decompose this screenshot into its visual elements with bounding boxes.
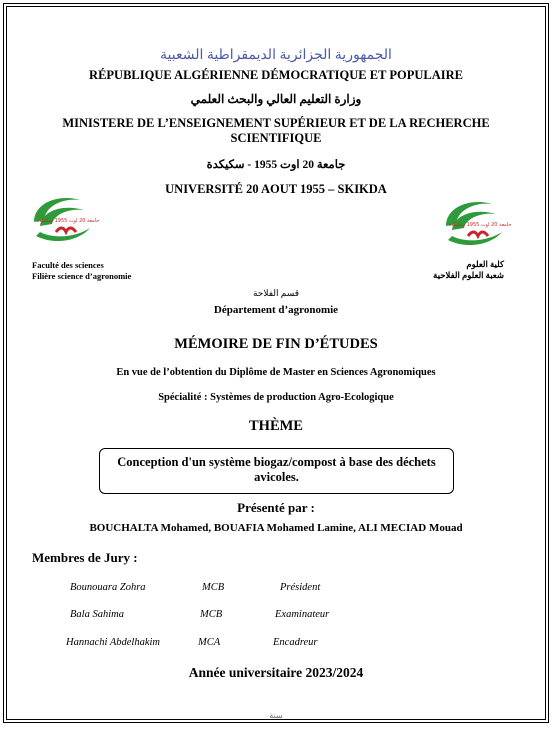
department: Département d’agronomie <box>213 304 339 316</box>
field-name-ar: شعبة العلوم الفلاحية <box>433 270 504 280</box>
jury-member-grade: MCB <box>202 582 225 593</box>
jury-member-role: Encadreur <box>273 637 318 648</box>
logo-text: جامعة 20 اوت 1955 سكيكدة <box>36 218 100 224</box>
university-logo-icon <box>26 192 98 248</box>
jury-member-name: Bala Sahima <box>70 609 124 620</box>
jury-heading: Membres de Jury : <box>32 550 138 565</box>
arabic-department: قسم الفلاحة <box>252 288 300 298</box>
university-logo-right <box>438 196 510 252</box>
jury-member-role: Président <box>280 582 321 593</box>
faculty-name-fr: Faculté des sciences <box>32 260 104 270</box>
university-logo-icon <box>438 196 510 252</box>
cover-page <box>3 3 549 723</box>
theme-title: Conception d'un système biogaz/compost à base des déchets avicoles. <box>117 455 436 484</box>
university-logo-left <box>26 192 98 248</box>
authors: BOUCHALTA Mohamed, BOUAFIA Mohamed Lamine, ALI MECIAD Mouad <box>89 522 463 534</box>
jury-member-grade: MCA <box>198 637 221 648</box>
academic-year: Année universitaire 2023/2024 <box>188 665 364 680</box>
university-title: UNIVERSITÉ 20 AOUT 1955 – SKIKDA <box>165 182 387 196</box>
faculty-left <box>32 260 131 282</box>
faculty-right <box>433 259 504 281</box>
jury-member-name: Bounouara Zohra <box>70 582 146 593</box>
theme-title-box <box>99 448 454 494</box>
jury-member-role: Examinateur <box>275 609 330 620</box>
speciality: Spécialité : Systèmes de production Agro-Ecologique <box>158 392 394 403</box>
theme-heading: THÈME <box>249 418 303 434</box>
faculty-name-ar: كلية العلوم <box>466 259 504 269</box>
footer-arabic: سنة <box>269 711 283 720</box>
memoire-title: MÉMOIRE DE FIN D’ÉTUDES <box>174 336 378 352</box>
logo-text: جامعة 20 اوت 1955 سكيكدة <box>448 222 512 228</box>
jury-member-grade: MCB <box>200 609 223 620</box>
arabic-republic-title: الجمهورية الجزائرية الديمقراطية الشعبية <box>160 48 392 63</box>
presented-heading: Présenté par : <box>237 500 315 515</box>
arabic-ministry-title: وزارة التعليم العالي والبحث العلمي <box>190 92 362 106</box>
jury-member-name: Hannachi Abdelhakim <box>66 637 160 648</box>
field-name-fr: Filière science d’agronomie <box>32 271 132 281</box>
republic-title: RÉPUBLIQUE ALGÉRIENNE DÉMOCRATIQUE ET POPULAIRE <box>89 68 463 82</box>
ministry-title: MINISTERE DE L’ENSEIGNEMENT SUPÉRIEUR ET DE LA RECHERCHE SCIENTIFIQUE <box>62 116 490 145</box>
arabic-university-title: جامعة 20 اوت 1955 - سكيكدة <box>206 159 346 171</box>
diploma-purpose: En vue de l’obtention du Diplôme de Master en Sciences Agronomiques <box>116 367 436 378</box>
